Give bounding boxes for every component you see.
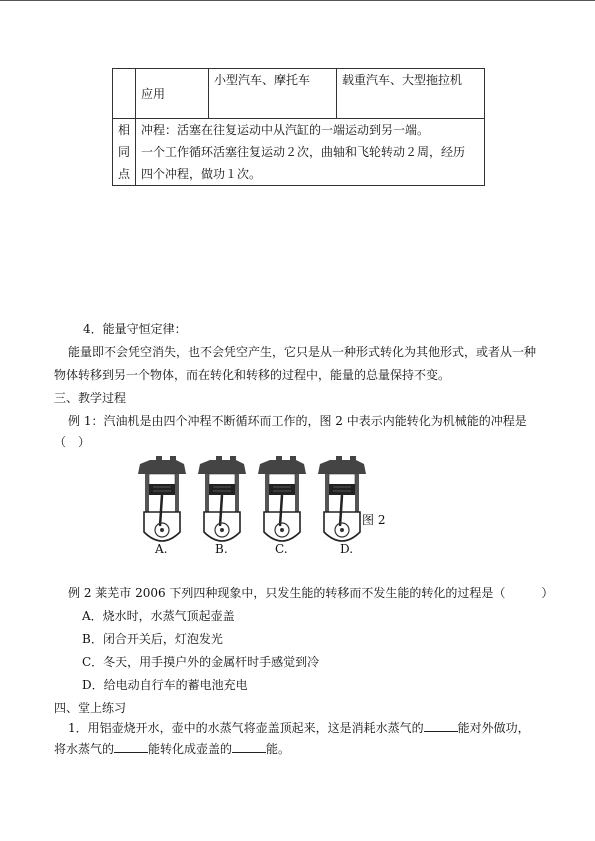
similarities-line: 冲程：活塞在往复运动中从汽缸的一端运动到另一端。: [141, 123, 430, 137]
option-label-d: D.: [340, 542, 354, 556]
answer-blank[interactable]: [114, 740, 148, 753]
example2-option-d: D．给电动自行车的蓄电池充电: [82, 678, 248, 692]
practice1-line1: [68, 719, 530, 736]
answer-blank[interactable]: [232, 740, 266, 753]
example1-answer-bracket: （ ）: [54, 435, 91, 449]
section-4-practice-title: 四、堂上练习: [54, 701, 127, 715]
section-4-title: 4．能量守恒定律：: [83, 322, 187, 336]
example1-line1: 例 1：汽油机是由四个冲程不断循环而工作的，图 2 中表示内能转化为机械能的冲程是: [68, 414, 527, 428]
page-top-rule: [0, 0, 595, 1]
engine-diagram-d: [318, 456, 366, 541]
practice1-text: 能转化成壶盖的: [148, 742, 233, 756]
practice1-text: 1．用铝壶烧开水，壶中的水蒸气将壶盖顶起来，这是消耗水蒸气的: [68, 721, 424, 735]
gasoline-application-cell: [209, 69, 337, 119]
answer-blank[interactable]: [424, 719, 458, 732]
section-3-title: 三、教学过程: [54, 391, 127, 405]
table-row-application: [113, 69, 485, 119]
row-side-blank: [113, 69, 136, 119]
practice1-line2: [54, 740, 290, 757]
diesel-application: 载重汽车、大型拖拉机: [342, 73, 463, 87]
example2-stem: 例 2 莱芜市 2006 下列四种现象中，只发生能的转移而不发生能的转化的过程是（ ）: [68, 586, 554, 600]
similarities-label-char: 点: [117, 167, 130, 181]
engine-diagram-a: [138, 456, 186, 541]
example2-option-b: B．闭合开关后，灯泡发光: [82, 632, 223, 646]
similarities-content-cell: [136, 119, 485, 186]
similarities-label-char: 相: [117, 123, 130, 137]
similarities-line: 四个冲程，做功１次。: [141, 167, 262, 181]
engine-diagram-b: [198, 456, 246, 541]
example2-option-c: C．冬天，用手摸户外的金属杆时手感觉到冷: [82, 655, 320, 669]
table-row-similarities: [113, 119, 485, 186]
energy-conservation-line1: 能量即不会凭空消失，也不会凭空产生，它只是从一种形式转化为其他形式，或者从一种: [68, 345, 537, 359]
application-label: 应用: [141, 86, 166, 101]
option-label-c: C.: [275, 542, 288, 556]
practice1-text: 能。: [266, 742, 291, 756]
engine-comparison-table: [112, 68, 485, 186]
example2-option-a: A．烧水时，水蒸气顶起壶盖: [82, 609, 235, 623]
figure-caption: 图 2: [362, 513, 386, 527]
similarities-line: 一个工作循环活塞往复运动２次，曲轴和飞轮转动２周，经历: [141, 145, 466, 159]
similarities-label-cell: [113, 119, 136, 186]
four-stroke-engine-figure: [132, 454, 397, 554]
gasoline-application: 小型汽车、摩托车: [214, 73, 311, 87]
practice1-text: 将水蒸气的: [54, 742, 115, 756]
energy-conservation-line2: 物体转移到另一个物体，而在转化和转移的过程中，能量的总量保持不变。: [54, 368, 451, 382]
row-label-application: [136, 69, 209, 119]
option-label-b: B.: [215, 542, 228, 556]
diesel-application-cell: [337, 69, 485, 119]
option-label-a: A.: [155, 542, 168, 556]
engine-diagram-c: [258, 456, 306, 541]
similarities-label-char: 同: [117, 145, 130, 159]
practice1-text: 能对外做功，: [457, 721, 530, 735]
